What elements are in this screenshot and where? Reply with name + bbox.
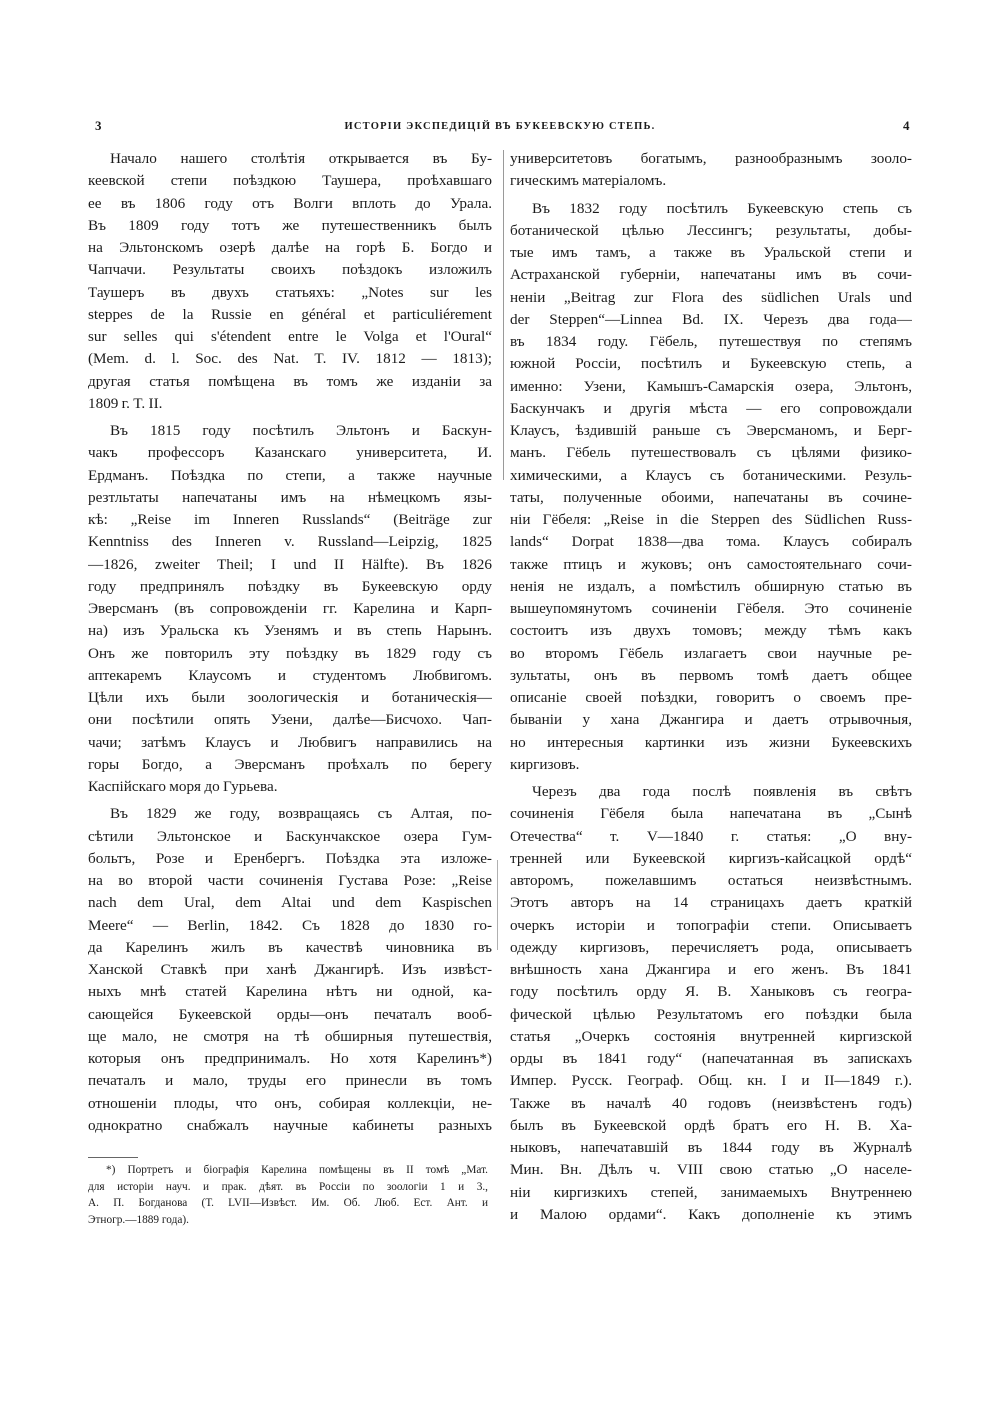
text-line: nach dem Ural, dem Altai und dem Kaspischen: [88, 894, 492, 912]
right-column: [510, 148, 912, 1226]
text-line: году посѣтилъ орду Я. В. Ханыковъ съ геогра-: [510, 983, 912, 1001]
text-line: былъ въ Букеевской ордѣ братъ его Н. В. Ха-: [510, 1116, 912, 1134]
text-line: сочиненія Гёбеля была напечатана въ „Сынѣ: [510, 805, 912, 823]
paragraph: [510, 781, 912, 1226]
text-line: 1809 г. T. II.: [88, 394, 163, 412]
text-line: Этотъ авторъ на 14 страницахъ даетъ краткій: [510, 894, 912, 912]
text-line: чакъ профессоръ Казанскаго университета, И.: [88, 444, 492, 462]
text-line: ненія не издалъ, а помѣстилъ обширную статью въ: [510, 577, 912, 595]
text-line: печаталъ и мало, труды его принесли въ томъ: [88, 1072, 492, 1090]
paragraph: [510, 198, 912, 777]
paragraph: [88, 420, 492, 798]
text-line: да Карелинъ жилъ въ качествѣ чиновника въ: [88, 938, 492, 956]
text-line: авторомъ, пожелавшимъ остаться неизвѣстнымъ.: [510, 872, 912, 889]
text-line: статья „Очеркъ состоянія внутренней киргизской: [510, 1027, 912, 1045]
text-line: Импер. Русск. Географ. Общ. кн. I и II—1849 г.).: [510, 1072, 912, 1090]
text-line: Также въ началѣ 40 годовъ (неизвѣстенъ годъ): [510, 1094, 912, 1112]
text-line: кеевской степи поѣздкою Таушера, проѣхавшаго: [88, 172, 492, 190]
text-line: ее въ 1806 году отъ Волги вплоть до Урала.: [88, 194, 492, 212]
text-line: Въ 1815 году посѣтилъ Эльтонъ и Баскун-: [110, 422, 492, 439]
text-line: во второмъ Гёбель излагаетъ свои научные ре-: [510, 644, 912, 662]
text-line: также птицъ и жуковъ; онъ самостоятельнаго сочи-: [510, 555, 912, 573]
footnote-separator: [88, 1157, 138, 1158]
text-line: Въ 1832 году посѣтилъ Букеевскую степь съ: [532, 199, 912, 217]
text-line: киргизовъ.: [510, 755, 580, 773]
text-line: зультаты, онъ въ первомъ томѣ даетъ общее: [510, 666, 912, 684]
text-line: Начало нашего столѣтія открывается въ Бу-: [110, 150, 492, 167]
text-line: sur selles qui s'étendent entre le Volga et l'Oural“: [88, 328, 492, 345]
text-line: Клаусъ, ѣздившій раньше съ Эверсманомъ, и Берг-: [510, 422, 912, 439]
text-line: таты, полученные обоими, напечатаны въ сочине-: [510, 488, 912, 506]
text-line: больтъ, Розе и Еренбергъ. Поѣздка эта изложе-: [88, 849, 492, 867]
text-line: Въ 1829 же году, возвращаясь съ Алтая, по-: [110, 805, 492, 823]
footnote-line: А. П. Богданова (Т. LVII—Извѣст. Им. Об. Люб. Ест. Ант. и: [88, 1197, 488, 1209]
text-line: гическимъ матеріаломъ.: [510, 172, 667, 190]
text-line: Онъ же повторилъ эту поѣздку въ 1829 году съ: [88, 644, 492, 662]
text-line: горы Богдо, а Эверсманъ проѣхалъ по берегу: [88, 755, 492, 773]
column-divider-fragment: [497, 860, 498, 950]
text-line: сающейся Букеевской орды—онъ печаталъ вооб-: [88, 1005, 492, 1023]
page-number-right: 4: [903, 118, 910, 133]
text-line: кѣ: „Reise im Inneren Russlands“ (Beiträge zur: [88, 511, 492, 528]
text-line: химическими, а Клаусъ съ ботаническими. Резуль-: [510, 466, 912, 484]
column-divider: [503, 150, 504, 480]
text-line: году предпринялъ поѣздку въ Букеевскую орду: [88, 577, 492, 595]
text-line: сѣтили Эльтонское и Баскунчакское озера Гум-: [88, 827, 492, 845]
running-title: ИСТОРІИ ЭКСПЕДИЦІЙ ВЪ БУКЕЕВСКУЮ СТЕПЬ.: [344, 121, 656, 132]
text-line: Meere“ — Berlin, 1842. Съ 1828 до 1830 го-: [88, 916, 492, 934]
text-line: очеркъ исторіи и топографіи степи. Описываетъ: [510, 916, 912, 934]
text-line: Отечества“ т. V—1840 г. статья: „О вну-: [510, 827, 912, 845]
text-line: ще мало, не смотря на тѣ обширныя путешествія,: [88, 1027, 492, 1045]
text-line: Астраханской губерніи, напечатаны имъ въ сочи-: [510, 266, 912, 284]
text-line: Баскунчакъ и другія мѣста — его сопровождали: [510, 399, 912, 417]
text-line: Чапчачи. Результаты своихъ поѣздокъ изложилъ: [88, 261, 492, 279]
text-line: Таушеръ въ двухъ статьяхъ: „Notes sur les: [88, 283, 492, 301]
text-line: и Малою ордами“. Какъ дополненіе къ этимъ: [510, 1205, 912, 1223]
text-line: Черезъ два года послѣ появленія въ свѣтъ: [532, 783, 912, 800]
text-line: (Mem. d. l. Soc. des Nat. T. IV. 1812 — 1813);: [88, 350, 492, 368]
text-line: орды въ 1841 году“ (напечатанная въ запискахъ: [510, 1050, 912, 1067]
text-line: неніи „Beitrag zur Flora des südlichen Urals und: [510, 288, 912, 306]
text-line: ботанической цѣлью Лессингъ; результаты, добы-: [510, 221, 912, 239]
text-line: Ердманъ. Поѣздка по степи, а также научные: [88, 466, 492, 484]
text-line: которыя онъ предпринималъ. Но хотя Карелинъ*): [88, 1050, 492, 1067]
text-line: ныхъ мнѣ статей Карелина нѣтъ ни одной, ка-: [88, 983, 492, 1001]
text-line: другая статья помѣщена въ томъ же изданіи за: [88, 372, 492, 390]
text-line: но интересныя картинки изъ жизни Букеевскихъ: [510, 733, 912, 751]
text-line: аптекаремъ Клаусомъ и студентомъ Любвигомъ.: [88, 666, 492, 684]
footnote-line: Этногр.—1889 года).: [88, 1213, 189, 1226]
text-line: Въ 1809 году тотъ же путешественникъ былъ: [88, 216, 492, 234]
text-line: описаніе своей поѣздки, говоритъ о своемъ пре-: [510, 689, 912, 706]
paragraph: [510, 148, 912, 193]
text-line: steppes de la Russie en général et particuliérement: [88, 305, 492, 323]
text-line: lands“ Dorpat 1838—два тома. Клаусъ собиралъ: [510, 533, 912, 551]
text-line: Ханской Ставкѣ при ханѣ Джангирѣ. Изъ извѣст-: [88, 961, 492, 978]
text-line: резтльтаты напечатаны имъ на нѣмецкомъ язы-: [88, 488, 492, 506]
text-line: вышеупомянутомъ сочиненіи Гёбеля. Это сочиненіе: [510, 600, 912, 617]
text-line: тые имъ тамъ, а также въ Уральской степи и: [510, 244, 912, 261]
text-line: университетовъ богатымъ, разнообразнымъ зооло-: [510, 150, 912, 167]
footnote: [88, 1162, 488, 1228]
text-line: на) изъ Уральска къ Узенямъ и въ степь Нарынъ.: [88, 622, 492, 640]
text-line: внѣшность хана Джангира и его женъ. Въ 1841: [510, 961, 912, 978]
footnote-line: для исторіи науч. и прак. дѣят. въ Россіи по зоологіи 1 и 3.,: [88, 1180, 488, 1193]
text-line: однократно снабжалъ научные кабинеты разныхъ: [88, 1116, 492, 1134]
text-line: Kenntniss des Inneren v. Russland—Leipzig, 1825: [88, 533, 492, 551]
text-line: южной Россіи, посѣтилъ и Букеевскую степь, а: [510, 355, 912, 373]
left-column: [88, 148, 492, 1137]
text-line: Каспійскаго моря до Гурьева.: [88, 778, 278, 795]
text-line: манъ. Гёбель путешествовалъ съ цѣлями физико-: [510, 444, 912, 462]
text-line: они посѣтили опять Узени, далѣе—Бисчохо. Чап-: [88, 711, 492, 729]
text-line: фической цѣлью Результатомъ его поѣздки была: [510, 1005, 912, 1023]
paragraph: [88, 803, 492, 1137]
paragraph: [88, 148, 492, 415]
text-line: состоитъ изъ двухъ томовъ; между тѣмъ какъ: [510, 622, 912, 640]
text-line: ніи Гёбеля: „Reise in die Steppen des Südlichen Russ-: [510, 511, 912, 528]
text-line: чачи; затѣмъ Клаусъ и Любвигъ направились на: [88, 733, 492, 751]
text-line: der Steppen“—Linnea Bd. IX. Черезъ два года—: [510, 310, 912, 328]
text-line: Мин. Вн. Дѣлъ ч. VIII свою статью „О населе-: [510, 1161, 912, 1179]
text-line: ніи киргизкихъ степей, занимаемыхъ Внутреннею: [510, 1183, 912, 1201]
text-line: на во второй части сочиненія Густава Розе: „Reise: [88, 872, 492, 889]
text-line: ныковъ, напечатавшій въ 1844 году въ Журналѣ: [510, 1139, 912, 1156]
text-line: на Эльтонскомъ озерѣ далѣе на горѣ Б. Богдо и: [88, 239, 492, 256]
text-line: тренней или Букеевской киргизъ-кайсацкой ордѣ“: [510, 849, 912, 867]
text-line: въ 1834 году. Гёбель, путешествуя по степямъ: [510, 333, 912, 350]
text-line: Цѣли ихъ были зоологическія и ботаническія—: [88, 689, 492, 706]
footnote-line: *) Портретъ и біографія Карелина помѣщены въ II томѣ „Мат.: [106, 1164, 488, 1176]
text-line: —1826, zweiter Theil; I und II Hälfte). Въ 1826: [88, 555, 492, 573]
page-number-left: 3: [95, 118, 102, 133]
text-line: отношеніи плоды, что онъ, собирая коллекціи, не-: [88, 1094, 492, 1112]
text-line: именно: Узени, Камышъ-Самарскія озера, Эльтонъ,: [510, 377, 912, 395]
text-line: Эверсманъ (въ сопровожденіи гг. Карелина и Карп-: [88, 600, 492, 617]
text-line: одежду киргизовъ, перечисляетъ рода, описываетъ: [510, 938, 912, 956]
text-line: бываніи у хана Джангира и даетъ отрывочныя,: [510, 711, 912, 729]
